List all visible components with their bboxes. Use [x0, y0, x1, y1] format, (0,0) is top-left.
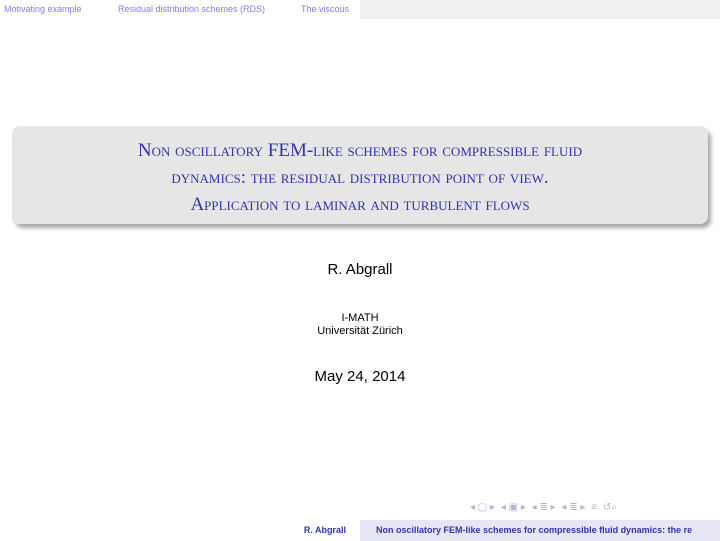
nav-link-motivating-example[interactable]: Motivating example — [4, 4, 82, 14]
beamer-navigation-symbols — [470, 502, 620, 513]
nav-section-icon[interactable]: ◂ ≣ ▸ — [531, 502, 556, 513]
title-line-3: Application to laminar and turbulent flows — [190, 194, 530, 215]
nav-first-icon[interactable]: ◂ ▢ ▸ — [470, 502, 496, 513]
nav-frame-icon[interactable]: ◂ ▣ ▸ — [500, 502, 526, 513]
title-line-2: dynamics: the residual distribution point of view. — [171, 167, 549, 188]
nav-link-residual-distribution[interactable]: Residual distribution schemes (RDS) — [118, 4, 266, 14]
institute-name: I-MATH — [341, 312, 379, 324]
presentation-date: May 24, 2014 — [314, 368, 406, 385]
nav-link-viscous[interactable]: The viscous — [301, 4, 350, 14]
footer-title: Non oscillatory FEM-like schemes for compressible fluid dynamics: the re — [376, 525, 693, 535]
author-name: R. Abgrall — [327, 261, 393, 278]
navigation-links — [0, 0, 360, 19]
title-line-1: Non oscillatory FEM-like schemes for compressible fluid — [137, 140, 583, 161]
footer-author-panel — [0, 520, 360, 541]
footer-title-panel — [360, 520, 720, 541]
institute-university: Universität Zürich — [317, 325, 403, 337]
nav-subsection-icon[interactable]: ◂ ≣ ▸ — [561, 502, 586, 513]
footer-author: R. Abgrall — [303, 525, 346, 535]
nav-back-icon[interactable]: ≡ — [591, 502, 598, 513]
footer — [0, 520, 720, 541]
navigation-bar — [0, 0, 720, 19]
nav-search-icon[interactable]: ↺⌕ — [602, 502, 617, 513]
